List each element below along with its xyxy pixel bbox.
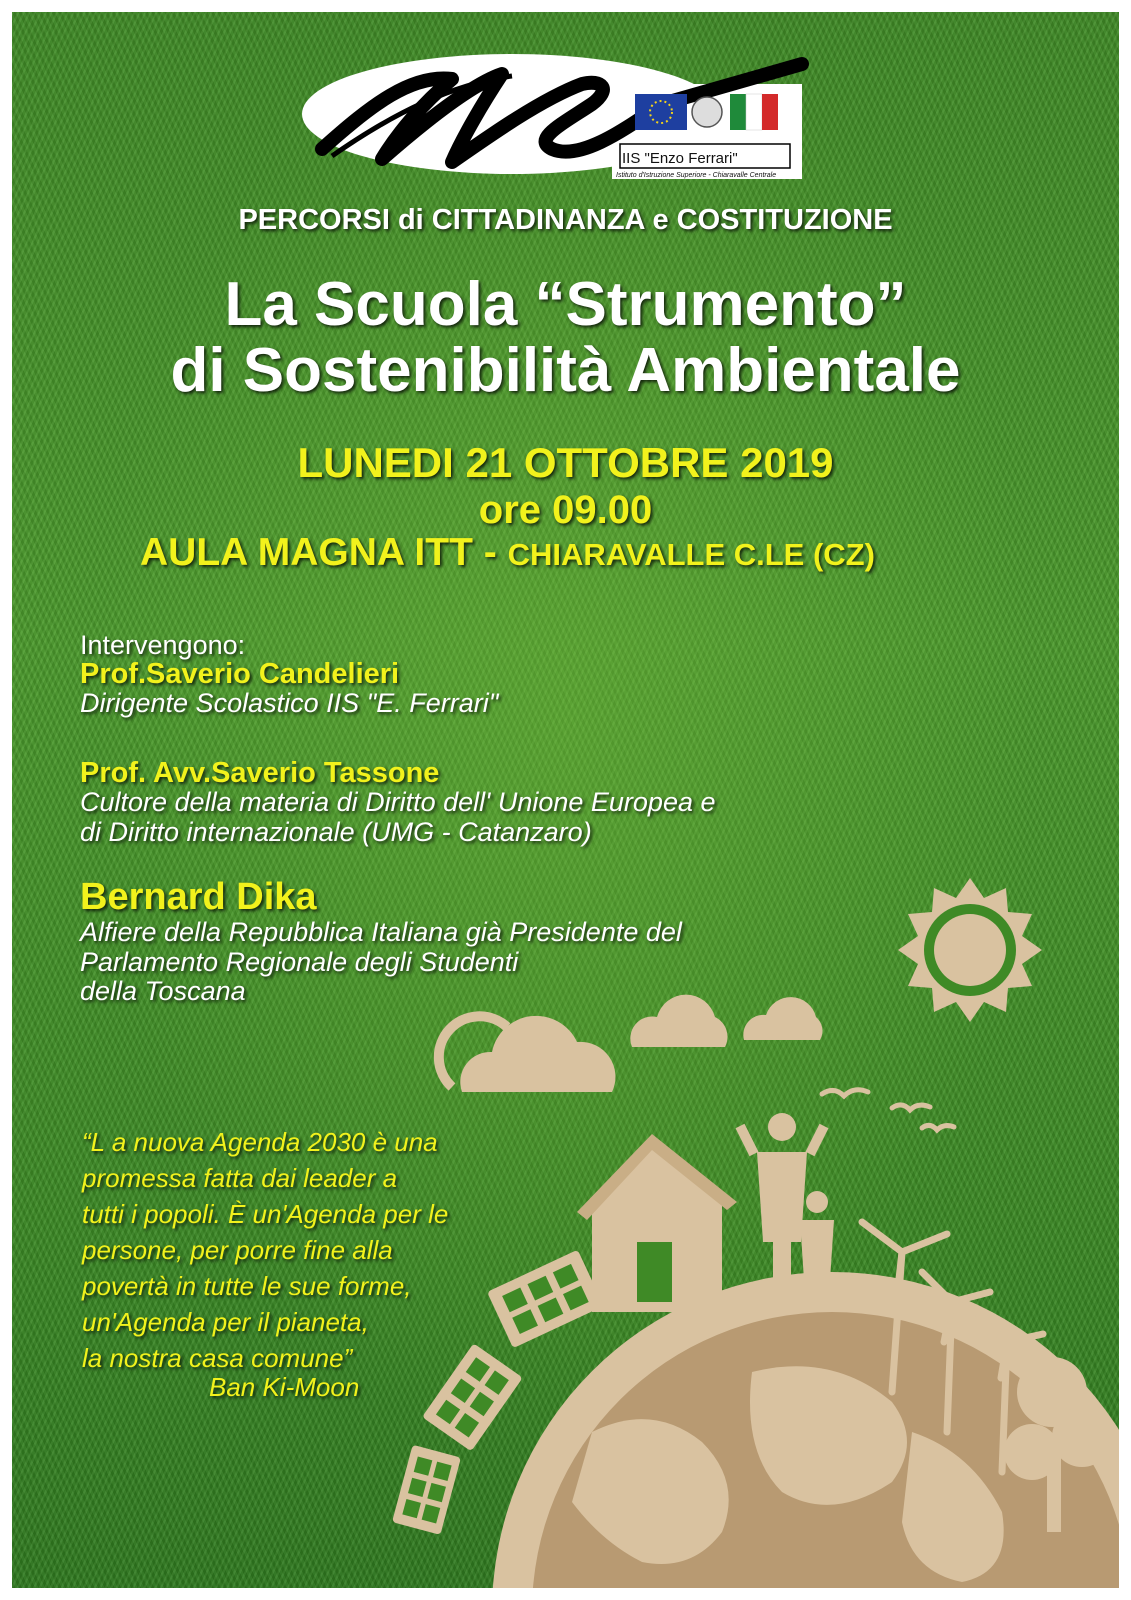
birds-icon — [822, 1090, 954, 1130]
speaker-name: Prof.Saverio Candelieri — [80, 658, 400, 690]
poster — [12, 12, 1119, 1588]
title-line-2: di Sostenibilità Ambientale — [170, 336, 961, 405]
speaker-name: Prof. Avv.Saverio Tassone — [80, 757, 440, 789]
venue-separator: - — [483, 531, 497, 574]
venue-city: CHIARAVALLE C.LE (CZ) — [507, 537, 875, 572]
family-icon — [740, 1113, 834, 1310]
sun-icon — [898, 878, 1042, 1022]
event-date: LUNEDI 21 OTTOBRE 2019 — [297, 439, 834, 486]
title-line-1: La Scuola “Strumento” — [224, 270, 907, 339]
cloud-icon — [439, 995, 823, 1092]
event-venue — [140, 532, 875, 575]
subtitle: PERCORSI di CITTADINANZA e COSTITUZIONE — [238, 204, 893, 236]
quote-text: “L a nuova Agenda 2030 è una promessa fatta dai leader a tutti i popoli. È un'Agenda per le persone, per porre fine alla povertà in tutte le sue forme, un'Agenda per il pianeta, la nostra casa comune” — [82, 1127, 449, 1373]
speakers-intro: Intervengono: — [80, 630, 246, 660]
speaker-role: Dirigente Scolastico IIS "E. Ferrari" — [80, 688, 499, 719]
school-subline: Istituto d'Istruzione Superiore - Chiaravalle Centrale — [616, 172, 777, 179]
speaker-name: Bernard Dika — [80, 876, 317, 918]
quote-author: Ban Ki-Moon — [209, 1372, 360, 1402]
speaker-role: Cultore della materia di Diritto dell' Unione Europea e di Diritto internazionale (UMG - Catanzaro) — [80, 787, 716, 848]
event-time: ore 09.00 — [478, 488, 653, 532]
speaker-item — [80, 758, 900, 848]
school-name: IIS "Enzo Ferrari" — [622, 150, 738, 167]
venue-name: AULA MAGNA ITT — [140, 531, 473, 574]
speakers-block — [80, 632, 900, 719]
house-icon — [577, 1134, 737, 1312]
speaker-role: Alfiere della Repubblica Italiana già Presidente del Parlamento Regionale degli Studenti della Toscana — [80, 916, 682, 1007]
